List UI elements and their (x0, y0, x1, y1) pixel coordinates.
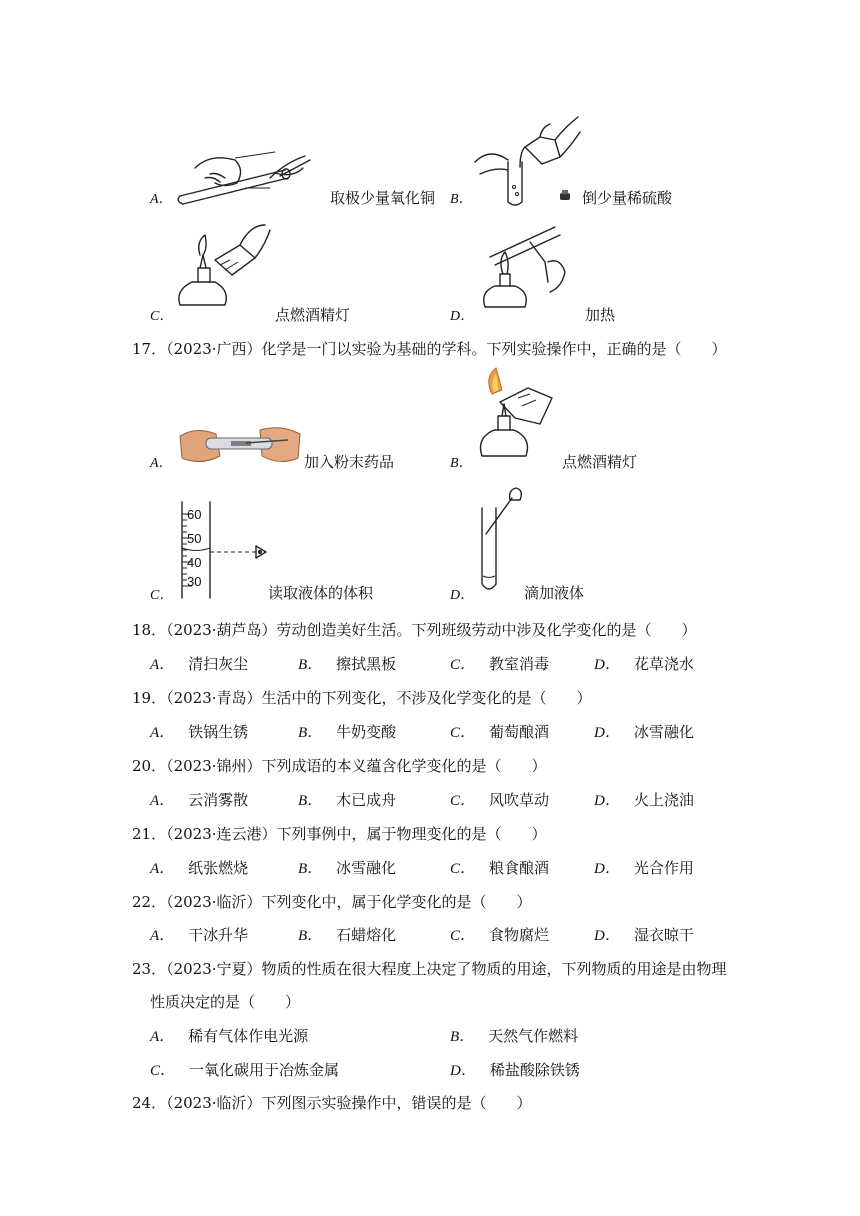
q17-c-letter: C． (150, 588, 174, 603)
option-d[interactable]: D． 火上浇油 (594, 791, 694, 809)
q16-b-letter: B． (450, 192, 473, 207)
option-b[interactable]: B． 牛奶变酸 (298, 723, 397, 741)
option-d[interactable]: D． 湿衣晾干 (594, 926, 694, 944)
scale-30: 30 (187, 574, 202, 589)
q16-a-letter: A． (150, 192, 173, 207)
question-stem: 21．（2023·连云港）下列事例中，属于物理变化的是（ ） (132, 825, 547, 843)
q16-d-illustration (470, 222, 585, 322)
scale-50: 50 (187, 531, 202, 546)
option-a[interactable]: A． 干冰升华 (150, 926, 249, 944)
q17-d-caption: 滴加液体 (524, 584, 585, 602)
option-c[interactable]: C． 教室消毒 (450, 655, 550, 673)
option-d[interactable]: D． 光合作用 (594, 859, 694, 877)
q17-a-caption: 加入粉末药品 (304, 453, 395, 471)
option-c[interactable]: C． 葡萄酿酒 (450, 723, 550, 741)
q17-d-letter: D． (450, 588, 475, 603)
q17-a-illustration (176, 416, 304, 472)
option-b[interactable]: B． 木已成舟 (298, 791, 397, 809)
q16-c-caption: 点燃酒精灯 (275, 306, 351, 324)
question-stem: 22．（2023·临沂）下列变化中，属于化学变化的是（ ） (132, 893, 532, 911)
q17-stem: 17．（2023·广西）化学是一门以实验为基础的学科。下列实验操作中，正确的是（ ） (132, 340, 727, 358)
question-stem: 18．（2023·葫芦岛）劳动创造美好生活。下列班级劳动中涉及化学变化的是（ ） (132, 621, 697, 639)
option-a[interactable]: A． 清扫灰尘 (150, 655, 249, 673)
option-b[interactable]: B． 石蜡熔化 (298, 926, 397, 944)
option-a[interactable]: A． 纸张燃烧 (150, 859, 249, 877)
scale-40: 40 (187, 555, 202, 570)
option-c[interactable]: C． 风吹草动 (450, 791, 550, 809)
option-c[interactable]: C． 食物腐烂 (450, 926, 550, 944)
q16-d-caption: 加热 (585, 306, 616, 324)
option-a[interactable]: A． 稀有气体作电光源 (150, 1027, 309, 1045)
q24-stem: 24．（2023·临沂）下列图示实验操作中，错误的是（ ） (132, 1094, 532, 1112)
q16-b-caption: 倒少量稀硫酸 (582, 189, 673, 207)
option-d[interactable]: D． 稀盐酸除铁锈 (450, 1061, 580, 1079)
q17-b-caption: 点燃酒精灯 (562, 453, 638, 471)
option-d[interactable]: D． 花草浇水 (594, 655, 694, 673)
q17-b-illustration (470, 366, 565, 466)
option-d[interactable]: D． 冰雪融化 (594, 723, 694, 741)
option-b[interactable]: B． 天然气作燃料 (450, 1027, 579, 1045)
q17-d-illustration (474, 484, 534, 596)
q17-b-letter: B． (450, 456, 473, 471)
q16-a-illustration (175, 148, 325, 208)
q17-c-caption: 读取液体的体积 (268, 584, 374, 602)
option-b[interactable]: B． 擦拭黑板 (298, 655, 397, 673)
q23-stem-line1: 23．（2023·宁夏）物质的性质在很大程度上决定了物质的用途，下列物质的用途是由物理 (132, 960, 727, 978)
bottle-stopper-icon (558, 188, 572, 202)
question-stem: 20．（2023·锦州）下列成语的本义蕴含化学变化的是（ ） (132, 757, 547, 775)
option-a[interactable]: A． 云消雾散 (150, 791, 249, 809)
option-c[interactable]: C． 粮食酿酒 (450, 859, 550, 877)
q23-stem-line2: 性质决定的是（ ） (150, 993, 301, 1011)
q16-c-letter: C． (150, 309, 174, 324)
option-c[interactable]: C． 一氧化碳用于冶炼金属 (150, 1061, 340, 1079)
question-stem: 19．（2023·青岛）生活中的下列变化，不涉及化学变化的是（ ） (132, 689, 592, 707)
option-a[interactable]: A． 铁锅生锈 (150, 723, 249, 741)
q16-c-illustration (170, 220, 285, 320)
q17-a-letter: A． (150, 456, 173, 471)
scale-60: 60 (187, 507, 202, 522)
option-b[interactable]: B． 冰雪融化 (298, 859, 397, 877)
q16-d-letter: D． (450, 309, 475, 324)
q16-a-caption: 取极少量氧化铜 (330, 189, 436, 207)
